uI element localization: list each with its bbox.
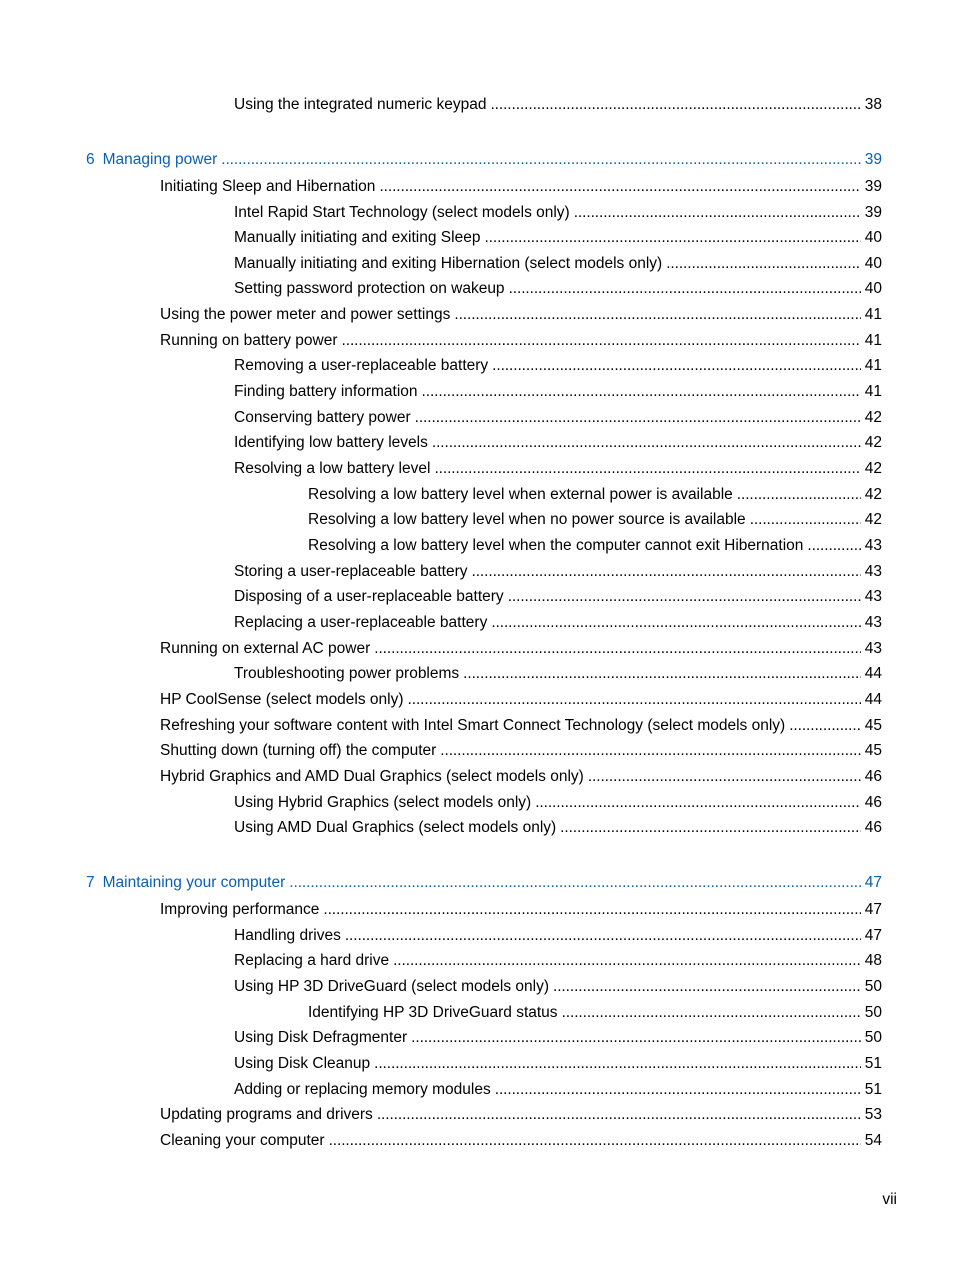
chapter-heading <box>86 873 285 893</box>
toc-entry-link[interactable] <box>308 1003 882 1023</box>
entry-title: Intel Rapid Start Technology (select models only) <box>234 204 570 221</box>
dot-leader <box>329 1131 861 1151</box>
dot-leader <box>588 767 861 787</box>
toc-entry-link[interactable] <box>234 459 882 479</box>
dot-leader <box>490 95 860 115</box>
entry-page-number: 50 <box>864 1029 882 1046</box>
toc-entry-link[interactable] <box>308 510 882 530</box>
toc-entry-link[interactable] <box>160 690 882 710</box>
entry-title: Conserving battery power <box>234 409 411 426</box>
entry-title: Running on external AC power <box>160 640 371 657</box>
toc-entry-link[interactable] <box>160 716 882 736</box>
entry-title: Using the power meter and power settings <box>160 306 451 323</box>
toc-entry-link[interactable] <box>234 203 882 223</box>
toc-entry-link[interactable] <box>160 331 882 351</box>
toc-entry-link[interactable] <box>234 926 882 946</box>
toc-entry-link[interactable] <box>234 562 882 582</box>
toc-chapter-link[interactable] <box>86 873 882 893</box>
entry-title: Identifying low battery levels <box>234 434 428 451</box>
toc-entry-link[interactable] <box>234 793 882 813</box>
entry-page-number: 47 <box>864 901 882 918</box>
toc-entry-link[interactable] <box>308 485 882 505</box>
toc-entry-link[interactable] <box>234 433 882 453</box>
entry-title: Troubleshooting power problems <box>234 665 460 682</box>
entry-page-number: 38 <box>864 96 882 113</box>
toc-entry-link[interactable] <box>234 382 882 402</box>
entry-title: Using the integrated numeric keypad <box>234 96 487 113</box>
entry-page-number: 39 <box>864 151 882 168</box>
page-number-folio: vii <box>882 1191 897 1208</box>
toc-entry-link[interactable] <box>234 1054 882 1074</box>
entry-page-number: 46 <box>864 794 882 811</box>
entry-page-number: 54 <box>864 1132 882 1149</box>
entry-page-number: 42 <box>864 409 882 426</box>
dot-leader <box>472 562 861 582</box>
dot-leader <box>221 150 861 170</box>
entry-title: HP CoolSense (select models only) <box>160 691 404 708</box>
entry-title: Setting password protection on wakeup <box>234 280 505 297</box>
toc-entry-link[interactable] <box>234 951 882 971</box>
entry-title: Handling drives <box>234 927 341 944</box>
entry-page-number: 46 <box>864 768 882 785</box>
toc-entry-link[interactable] <box>160 639 882 659</box>
toc-entry-link[interactable] <box>234 613 882 633</box>
toc-entry-link[interactable] <box>160 1131 882 1151</box>
entry-page-number: 48 <box>864 952 882 969</box>
entry-page-number: 43 <box>864 640 882 657</box>
entry-page-number: 41 <box>864 306 882 323</box>
dot-leader <box>666 254 861 274</box>
dot-leader <box>422 382 861 402</box>
entry-title: Improving performance <box>160 901 320 918</box>
toc-entry-link[interactable] <box>160 1105 882 1125</box>
entry-title: Resolving a low battery level when external power is available <box>308 486 733 503</box>
entry-page-number: 46 <box>864 819 882 836</box>
entry-title: Resolving a low battery level when the computer cannot exit Hibernation <box>308 537 804 554</box>
entry-title: Removing a user-replaceable battery <box>234 357 489 374</box>
dot-leader <box>492 356 861 376</box>
entry-page-number: 50 <box>864 978 882 995</box>
toc-chapter-link[interactable] <box>86 150 882 170</box>
entry-title: Running on battery power <box>160 332 338 349</box>
toc-entry-link[interactable] <box>160 767 882 787</box>
toc-entry-link[interactable] <box>234 228 882 248</box>
entry-page-number: 42 <box>864 486 882 503</box>
dot-leader <box>393 951 861 971</box>
dot-leader <box>415 408 861 428</box>
dot-leader <box>509 279 861 299</box>
entry-page-number: 45 <box>864 717 882 734</box>
dot-leader <box>535 793 861 813</box>
toc-entry-link[interactable] <box>234 279 882 299</box>
entry-page-number: 43 <box>864 537 882 554</box>
toc-entry-link[interactable] <box>234 1028 882 1048</box>
dot-leader <box>562 1003 861 1023</box>
chapter-title: Maintaining your computer <box>102 874 286 891</box>
entry-title: Manually initiating and exiting Sleep <box>234 229 481 246</box>
entry-page-number: 40 <box>864 229 882 246</box>
toc-entry-link[interactable] <box>160 900 882 920</box>
dot-leader <box>374 1054 861 1074</box>
dot-leader <box>323 900 860 920</box>
entry-title: Disposing of a user-replaceable battery <box>234 588 504 605</box>
dot-leader <box>345 926 861 946</box>
toc-entry-link[interactable] <box>234 977 882 997</box>
entry-page-number: 42 <box>864 434 882 451</box>
dot-leader <box>374 639 861 659</box>
entry-title: Manually initiating and exiting Hibernation (select models only) <box>234 255 663 272</box>
dot-leader <box>379 177 860 197</box>
dot-leader <box>737 485 861 505</box>
toc-entry-link[interactable] <box>234 408 882 428</box>
dot-leader <box>411 1028 861 1048</box>
toc-entry-link[interactable] <box>160 741 882 761</box>
entry-page-number: 44 <box>864 691 882 708</box>
dot-leader <box>553 977 861 997</box>
dot-leader <box>432 433 861 453</box>
dot-leader <box>408 690 861 710</box>
entry-page-number: 43 <box>864 588 882 605</box>
entry-title: Hybrid Graphics and AMD Dual Graphics (select models only) <box>160 768 584 785</box>
dot-leader <box>789 716 861 736</box>
entry-title: Cleaning your computer <box>160 1132 325 1149</box>
entry-title: Using AMD Dual Graphics (select models only) <box>234 819 557 836</box>
entry-title: Refreshing your software content with Intel Smart Connect Technology (select models only) <box>160 717 786 734</box>
entry-title: Adding or replacing memory modules <box>234 1081 491 1098</box>
chapter-heading <box>86 150 217 170</box>
toc-entry-link[interactable] <box>308 536 882 556</box>
toc-entry-link[interactable] <box>160 177 882 197</box>
dot-leader <box>463 664 861 684</box>
entry-title: Replacing a user-replaceable battery <box>234 614 488 631</box>
entry-title: Initiating Sleep and Hibernation <box>160 178 376 195</box>
toc-entry-link[interactable] <box>234 1080 882 1100</box>
entry-title: Shutting down (turning off) the computer <box>160 742 437 759</box>
dot-leader <box>440 741 860 761</box>
entry-title: Using Hybrid Graphics (select models only) <box>234 794 532 811</box>
entry-page-number: 41 <box>864 357 882 374</box>
entry-title: Using Disk Defragmenter <box>234 1029 408 1046</box>
dot-leader <box>750 510 861 530</box>
dot-leader <box>495 1080 861 1100</box>
toc-entry-link[interactable] <box>234 818 882 838</box>
entry-page-number: 42 <box>864 511 882 528</box>
entry-title: Updating programs and drivers <box>160 1106 373 1123</box>
entry-title: Finding battery information <box>234 383 418 400</box>
toc-entry-link[interactable] <box>234 587 882 607</box>
entry-page-number: 41 <box>864 383 882 400</box>
entry-title: Replacing a hard drive <box>234 952 390 969</box>
entry-page-number: 47 <box>864 927 882 944</box>
entry-page-number: 42 <box>864 460 882 477</box>
entry-page-number: 40 <box>864 280 882 297</box>
dot-leader <box>560 818 861 838</box>
entry-title: Resolving a low battery level when no power source is available <box>308 511 746 528</box>
dot-leader <box>491 613 860 633</box>
entry-title: Using Disk Cleanup <box>234 1055 371 1072</box>
entry-title: Identifying HP 3D DriveGuard status <box>308 1004 558 1021</box>
entry-page-number: 50 <box>864 1004 882 1021</box>
toc-entry-link[interactable] <box>234 254 882 274</box>
entry-page-number: 53 <box>864 1106 882 1123</box>
entry-page-number: 41 <box>864 332 882 349</box>
entry-page-number: 40 <box>864 255 882 272</box>
dot-leader <box>484 228 860 248</box>
entry-page-number: 51 <box>864 1055 882 1072</box>
dot-leader <box>434 459 860 479</box>
chapter-number: 6 <box>86 151 95 168</box>
dot-leader <box>454 305 860 325</box>
dot-leader <box>807 536 860 556</box>
entry-page-number: 39 <box>864 204 882 221</box>
chapter-number: 7 <box>86 874 95 891</box>
dot-leader <box>289 873 860 893</box>
entry-title: Storing a user-replaceable battery <box>234 563 468 580</box>
dot-leader <box>574 203 861 223</box>
dot-leader <box>508 587 861 607</box>
entry-title: Resolving a low battery level <box>234 460 431 477</box>
entry-title: Using HP 3D DriveGuard (select models only) <box>234 978 549 995</box>
entry-page-number: 43 <box>864 563 882 580</box>
toc-entry-link[interactable] <box>234 664 882 684</box>
toc-entry-link[interactable] <box>234 356 882 376</box>
dot-leader <box>342 331 861 351</box>
chapter-title: Managing power <box>102 151 218 168</box>
entry-page-number: 44 <box>864 665 882 682</box>
entry-page-number: 39 <box>864 178 882 195</box>
dot-leader <box>377 1105 861 1125</box>
entry-page-number: 47 <box>864 874 882 891</box>
entry-page-number: 45 <box>864 742 882 759</box>
entry-page-number: 51 <box>864 1081 882 1098</box>
toc-entry-link[interactable] <box>234 95 882 115</box>
toc-entry-link[interactable] <box>160 305 882 325</box>
entry-page-number: 43 <box>864 614 882 631</box>
